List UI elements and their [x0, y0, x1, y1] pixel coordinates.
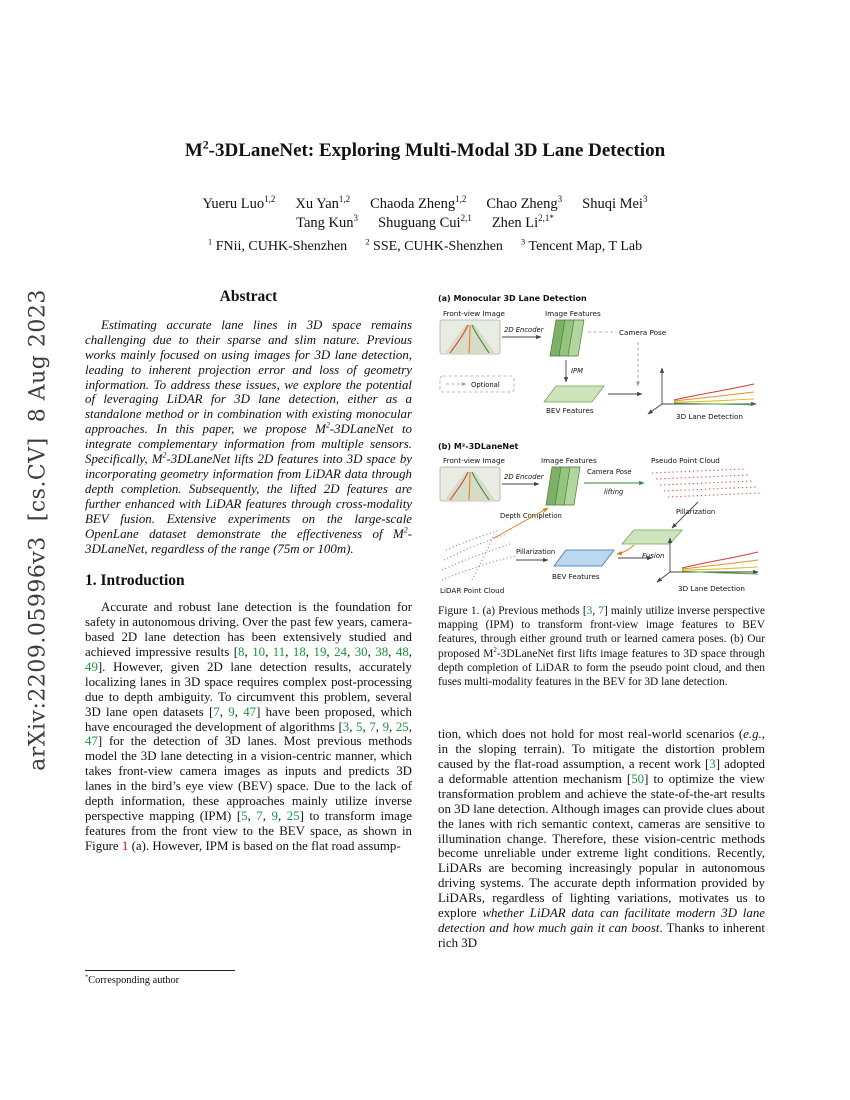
- intro-paragraph: Accurate and robust lane detection is the foundation for safety in autonomous driving. Over the past few years, camera-based 2D lane detection has been extensively studied and achieved impressive results [8, 10, 11, 18, 19, 24, 30, 38, 48, 49]. However, given 2D lane detection results, accurately localizing lanes in 3D space requires complex post-processing due to depth ambiguity. To circumvent this problem, several 3D lane open datasets [7, 9, 47] have been proposed, which have encouraged the development of algorithms [3, 5, 7, 9, 25, 47] for the detection of 3D lanes. Most previous methods model the 3D lane detecting in a vision-centric manner, which takes front-view camera images as inputs and predicts 3D lanes in the bird’s eye view (BEV) space. Due to the lack of depth information, these approaches mainly utilize inverse perspective mapping (IPM) [5, 7, 9, 25] to transform image features from the front view to the BEV space, as shown in Figure 1 (a). However, IPM is based on the flat road assump-: [85, 600, 412, 853]
- author-line-1: [0, 196, 850, 213]
- author-name: Shuqi Mei$^3$: [582, 194, 648, 212]
- affiliations: [0, 236, 850, 255]
- author-name: Shuguang Cui$^{2,1}$: [378, 213, 472, 231]
- figure-panel-b: [438, 442, 760, 595]
- panel-b-camera-pose-label: Camera Pose: [587, 468, 632, 476]
- affiliation: $^3$ Tencent Map, T Lab: [520, 236, 643, 254]
- affiliation: $^2$ SSE, CUHK-Shenzhen: [365, 236, 503, 254]
- paper-title: $M^2-3DLaneNet$: Exploring Multi-Modal 3D Lane Detection: [184, 138, 666, 161]
- panel-b-heading: (b) M²-3DLaneNet: [438, 442, 519, 451]
- panel-a-heading: (a) Monocular 3D Lane Detection: [438, 294, 587, 303]
- depth-completion-label: Depth Completion: [500, 512, 562, 520]
- ipm-label: IPM: [571, 367, 583, 375]
- paper-header: [0, 140, 850, 255]
- section-heading-introduction: 1. Introduction: [85, 572, 185, 590]
- author-name: Tang Kun$^3$: [296, 213, 359, 231]
- pillarization-top-label: Pillarization: [676, 508, 716, 516]
- panel-b-encoder-label: 2D Encoder: [504, 473, 544, 481]
- fusion-arrow: [617, 545, 634, 554]
- front-view-image-b: [440, 467, 500, 501]
- footnote: [85, 970, 412, 986]
- bev-features-plane-a: [544, 386, 604, 402]
- author-name: Chao Zheng$^3$: [486, 194, 563, 212]
- pillarization-bottom-label: Pillarization: [516, 548, 556, 556]
- panel-a-camera-pose-label: Camera Pose: [619, 328, 667, 337]
- lane-detection-a: [648, 368, 756, 414]
- figure-panel-a: [438, 294, 756, 421]
- author-name: Xu Yan$^{1,2}$: [295, 194, 351, 212]
- right-column: [438, 288, 765, 951]
- footnote-text: *Corresponding author: [85, 973, 180, 986]
- pseudo-point-cloud: [652, 469, 760, 497]
- lifted-bev-plane: [622, 530, 682, 544]
- image-features-stack-b: [546, 467, 580, 505]
- abstract-heading: Abstract: [219, 288, 278, 305]
- panel-a-bev-label: BEV Features: [546, 406, 594, 415]
- panel-a-detection-label: 3D Lane Detection: [676, 412, 743, 421]
- optional-legend: [440, 376, 514, 392]
- panel-b-bev-label: BEV Features: [552, 572, 600, 581]
- author-name: Chaoda Zheng$^{1,2}$: [370, 194, 467, 212]
- arxiv-stamp: arXiv:2209.05996v3 [cs.CV] 8 Aug 2023: [25, 289, 51, 771]
- lane-detection-b: [657, 538, 758, 582]
- lidar-point-cloud: [442, 530, 516, 580]
- panel-a-image-features-label: Image Features: [545, 309, 601, 318]
- figure-1-diagram: [438, 292, 768, 600]
- lifting-label: lifting: [604, 488, 624, 496]
- front-view-image-a: [440, 320, 500, 354]
- right-column-paragraph: tion, which does not hold for most real-world scenarios (e.g., in the sloping terrain). To mitigate the distortion problem caused by the flat-road assumption, a recent work [3] adopted a deformable attention mechanism [50] to optimize the view transformation problem and achieve the state-of-the-art results on 3D lane detection. Although images can provide clues about the lanes with rich semantic context, cameras are sensitive to illumination change. Therefore, these vision-centric methods become unreliable under extreme light conditions. Recently, LiDARs are becoming increasingly popular in autonomous driving systems. The accurate depth information provided by LiDARs, regardless of lighting variations, motivates us to explore whether LiDAR data can facilitate modern 3D lane detection and how much gain it can boost. Thanks to inherent rich 3D: [438, 727, 765, 950]
- optional-label: Optional: [471, 381, 500, 389]
- panel-b-detection-label: 3D Lane Detection: [678, 584, 745, 593]
- left-column: [85, 288, 412, 854]
- abstract-text: Estimating accurate lane lines in 3D space remains challenging due to their sparse and slim nature. Previous works mainly focused on using images for 3D lane detection, leading to inherent projection error and loss of geometry information. To address these issues, we explore the potential of leveraging LiDAR for 3D lane detection, either as a standalone method or in combination with existing monocular approaches. In this paper, we propose $M^2-3DLaneNet$ to integrate complementary information from multiple sensors. Specifically, $M^2-3DLaneNet$ lifts 2D features into 3D space by incorporating geometry information from LiDAR data through depth completion. Subsequently, the lifted 2D features are further enhanced with LiDAR features through cross-modality BEV fusion. Extensive experiments on the large-scale OpenLane dataset demonstrate the effectiveness of $M^2-3DLaneNet$, regardless of the range (75m or 100m).: [85, 317, 412, 556]
- figure-1: [438, 292, 765, 600]
- figure-1-caption: Figure 1. (a) Previous methods [3, 7] mainly utilize inverse perspective mapping (IPM) to transform front-view image features to BEV features, through either ground truth or learned camera poses. (b) Our proposed $M^2-3DLaneNet$ first lifts image features to 3D space through depth completion of LiDAR to form the pseudo point cloud, and then fuses multi-modality features in the BEV for 3D lane detection.: [438, 605, 765, 689]
- affiliation: $^1$ FNii, CUHK-Shenzhen: [207, 236, 348, 254]
- footnote-rule: [85, 970, 235, 971]
- panel-a-encoder-label: 2D Encoder: [504, 326, 544, 334]
- bev-features-plane-b: [554, 550, 614, 566]
- panel-b-image-features-label: Image Features: [541, 456, 597, 465]
- pseudo-point-cloud-label: Pseudo Point Cloud: [651, 456, 720, 465]
- author-name: Zhen $Li^{2,1*}$: [491, 213, 554, 231]
- author-name: Yueru Luo$^{1,2}$: [202, 194, 276, 212]
- lidar-point-cloud-label: LiDAR Point Cloud: [440, 586, 505, 595]
- panel-b-front-view-label: Front-view Image: [443, 456, 505, 465]
- image-features-stack-a: [550, 320, 584, 356]
- panel-a-front-view-label: Front-view Image: [443, 309, 505, 318]
- author-line-2: [0, 215, 850, 232]
- fusion-label: Fusion: [642, 552, 665, 560]
